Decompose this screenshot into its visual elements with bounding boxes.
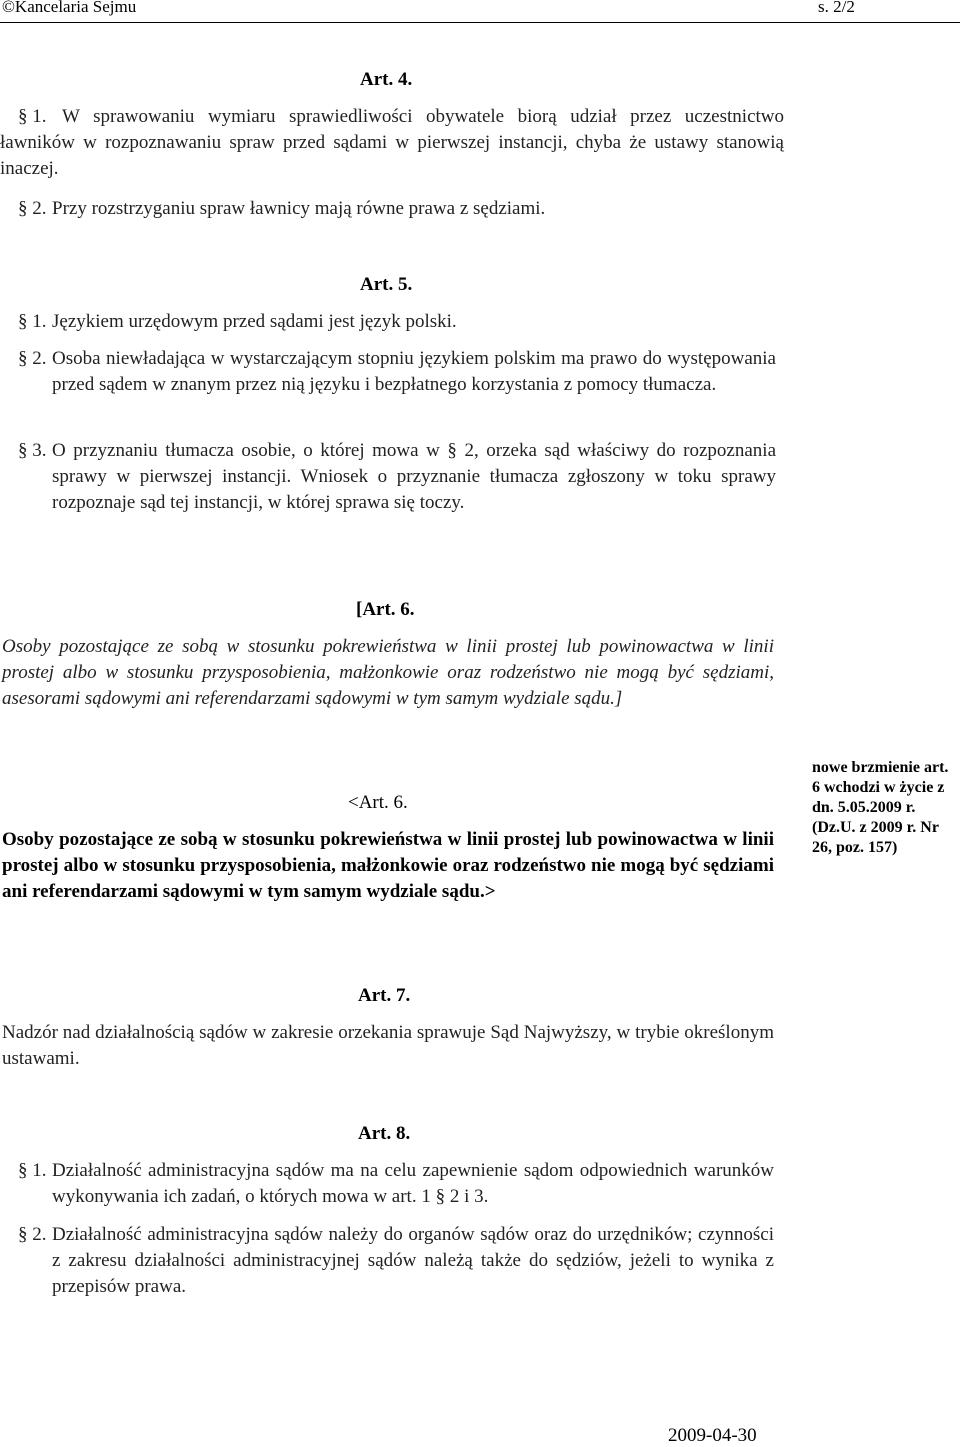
page-number: s. 2/2 — [818, 0, 855, 16]
paragraph-number: § 2. — [18, 198, 47, 219]
art4-paragraph-1 — [0, 104, 790, 184]
paragraph-number: § 1. — [18, 106, 47, 127]
copyright-label: ©Kancelaria Sejmu — [2, 0, 137, 16]
page-header — [0, 0, 960, 22]
paragraph-number: § 2. — [18, 1224, 47, 1245]
paragraph-text: Przy rozstrzyganiu spraw ławnicy mają równe prawa z sędziami. — [52, 198, 546, 219]
art5-title: Art. 5. — [360, 274, 413, 295]
paragraph-number: § 1. — [18, 1160, 47, 1181]
paragraph-number: § 1. — [18, 311, 47, 332]
art6-new-text: Osoby pozostające ze sobą w stosunku pokrewieństwa w linii prostej lub powinowactwa w linii prostej albo w stosunku przysposobienia, małżonkowie oraz rodzeństwo nie mogą być sędziami ani referendarzami sądowymi w tym samym wydziale sądu.> — [2, 829, 774, 902]
art8-title: Art. 8. — [358, 1123, 411, 1144]
paragraph-text: Działalność administracyjna sądów ma na celu zapewnienie sądom odpowiednich warunków wykonywania ich zadań, o których mowa w art. 1 § 2 i 3. — [52, 1160, 774, 1207]
margin-note: nowe brzmienie art. 6 wchodzi w życie z dn. 5.05.2009 r. (Dz.U. z 2009 r. Nr 26, poz. 157) — [812, 759, 949, 856]
art6-new-title: <Art. 6. — [348, 792, 408, 813]
art4-title: Art. 4. — [360, 69, 413, 90]
paragraph-number: § 3. — [18, 440, 47, 461]
paragraph-text: Osoba niewładająca w wystarczającym stopniu językiem polskim ma prawo do występowania przed sądem w znanym przez nią języku i bezpłatnego korzystania z pomocy tłumacza. — [52, 348, 776, 395]
art5-paragraph-3 — [0, 438, 790, 544]
paragraph-text: W sprawowaniu wymiaru sprawiedliwości obywatele biorą udział przez uczestnictwo ławników w rozpoznawaniu spraw przed sądami w pierwszej instancji, chyba że ustawy stanowią inaczej. — [0, 106, 784, 179]
art8-paragraph-2 — [0, 1222, 790, 1302]
footer-date: 2009-04-30 — [668, 1425, 757, 1446]
art7-title: Art. 7. — [358, 985, 411, 1006]
art4-paragraph-2 — [0, 196, 790, 222]
paragraph-text: Językiem urzędowym przed sądami jest język polski. — [52, 311, 457, 332]
art8-paragraph-1 — [0, 1158, 790, 1212]
paragraph-text: O przyznaniu tłumacza osobie, o której mowa w § 2, orzeka sąd właściwy do rozpoznania sprawy w pierwszej instancji. Wniosek o przyznanie tłumacza zgłoszony w toku sprawy rozpoznaje sąd tej instancji, w której sprawa się toczy. — [52, 440, 776, 513]
art6-old-text: Osoby pozostające ze sobą w stosunku pokrewieństwa w linii prostej lub powinowactwa w linii prostej albo w stosunku przysposobienia, małżonkowie oraz rodzeństwo nie mogą być sędziami, asesorami sądowymi ani referendarzami sądowymi w tym samym wydziale sądu.] — [2, 636, 774, 709]
paragraph-text: Działalność administracyjna sądów należy do organów sądów oraz do urzędników; czynności z zakresu działalności administracyjnej sądów należą także do sędziów, jeżeli to wynika z przepisów prawa. — [52, 1224, 774, 1297]
art5-paragraph-2 — [0, 346, 790, 426]
paragraph-number: § 2. — [18, 348, 47, 369]
art5-paragraph-1 — [0, 309, 790, 335]
art7-text: Nadzór nad działalnością sądów w zakresie orzekania sprawuje Sąd Najwyższy, w trybie określonym ustawami. — [2, 1022, 774, 1069]
art6-old-title: [Art. 6. — [356, 599, 415, 620]
header-rule — [0, 22, 960, 23]
